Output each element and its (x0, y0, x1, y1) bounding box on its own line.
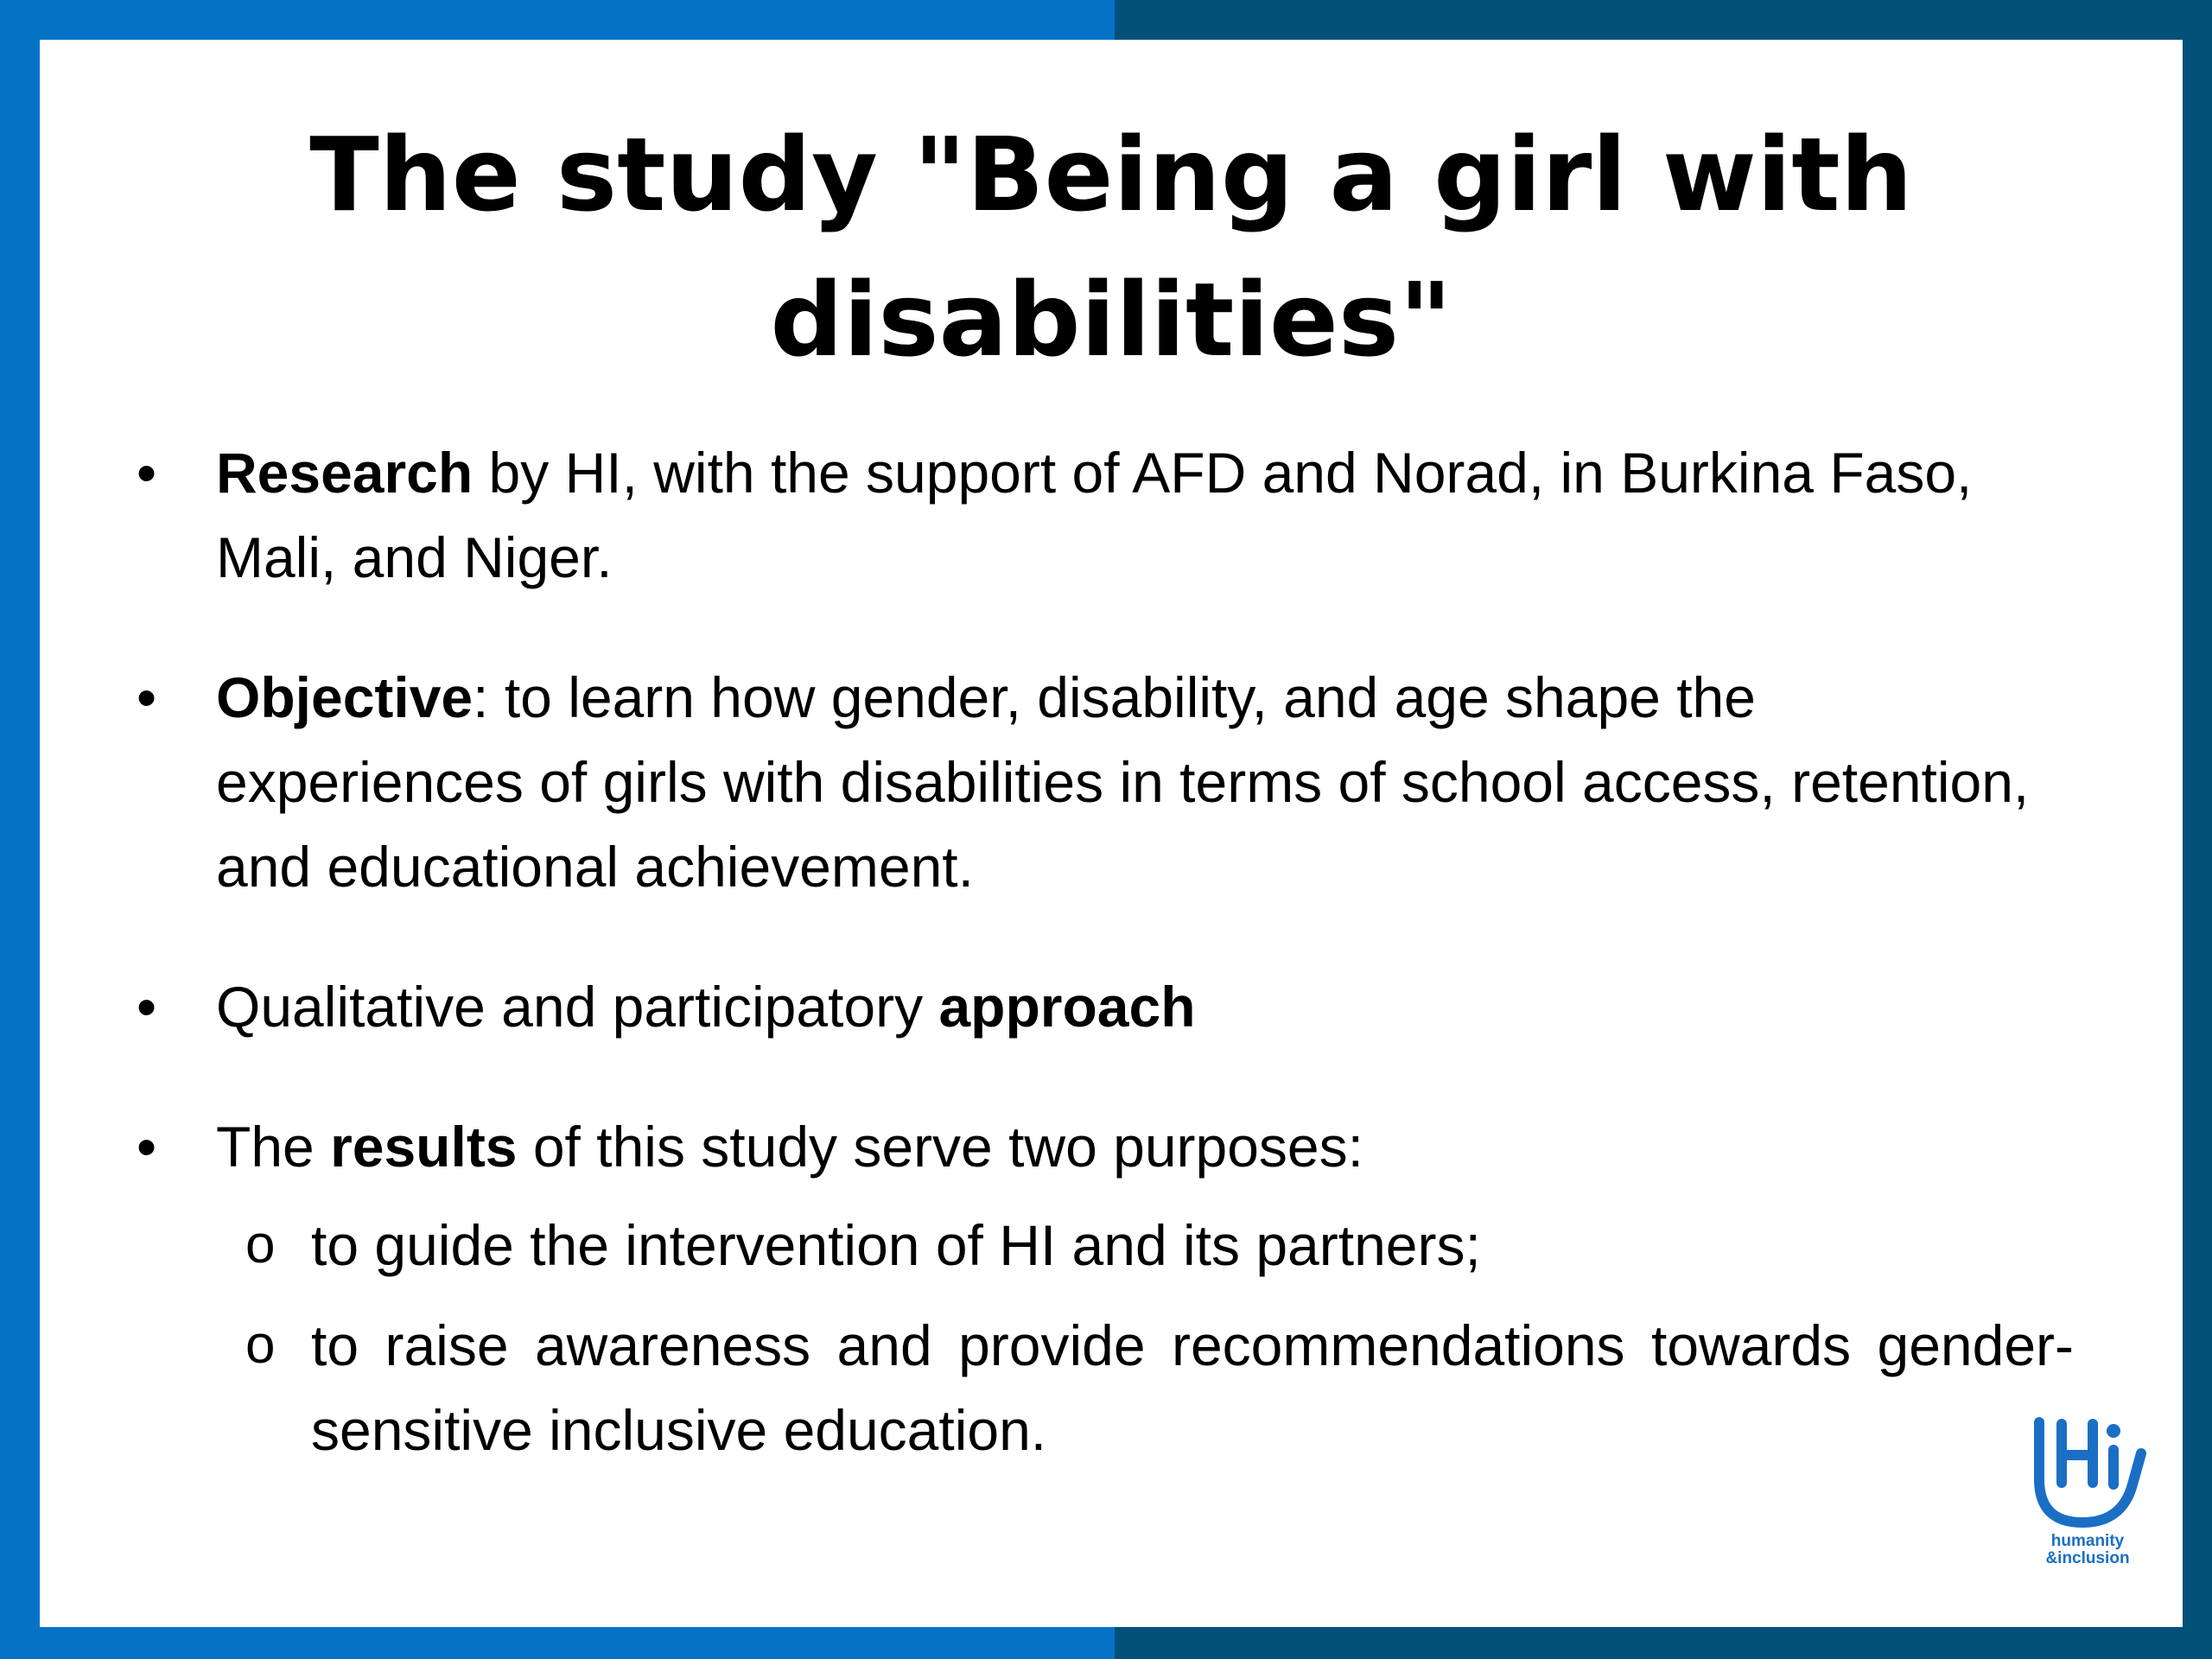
item-text: of this study serve two purposes: (517, 1115, 1363, 1179)
bullet-marker: • (137, 665, 157, 729)
logo-caption (2027, 1533, 2148, 1567)
item-text: The (216, 1115, 331, 1179)
title-line-1: The study "Being a girl with (309, 115, 1913, 234)
sub-bullet-marker: o (245, 1215, 276, 1274)
bullet-marker: • (137, 1115, 157, 1179)
item-bold: results (330, 1115, 518, 1179)
sub-item-guide: to guide the intervention of HI and its partners; (311, 1213, 1481, 1277)
logo-caption-line-1: humanity (2050, 1532, 2125, 1550)
sub-bullet-marker: o (245, 1315, 276, 1375)
list-item-research (216, 430, 2074, 600)
list-item-objective (216, 655, 2074, 909)
item-text: Qualitative and participatory (216, 975, 939, 1039)
list-item-approach (216, 964, 2074, 1049)
hi-logo (2027, 1405, 2148, 1578)
item-bold: approach (938, 975, 1196, 1039)
bullet-marker: • (137, 441, 157, 505)
list-item-results (216, 1104, 2074, 1189)
item-text: by HI, with the support of AFD and Norad, in Burkina Faso, Mali, and Niger. (216, 441, 1973, 589)
item-bold: Objective (216, 665, 474, 729)
hand-icon (2027, 1405, 2148, 1535)
slide-panel (40, 40, 2183, 1627)
title-line-2: disabilities" (770, 260, 1452, 379)
item-bold: Research (216, 441, 474, 505)
bullet-list (40, 40, 2183, 1627)
item-text: : to learn how gender, disability, and age shape the experiences of girls with disabilities in terms of school access, retention, and educational achievement. (216, 665, 2030, 899)
bullet-marker: • (137, 975, 157, 1039)
sub-item-awareness: to raise awareness and provide recommendations towards gender-sensitive inclusive education. (311, 1313, 2074, 1462)
logo-caption-line-2: &inclusion (2045, 1549, 2130, 1567)
